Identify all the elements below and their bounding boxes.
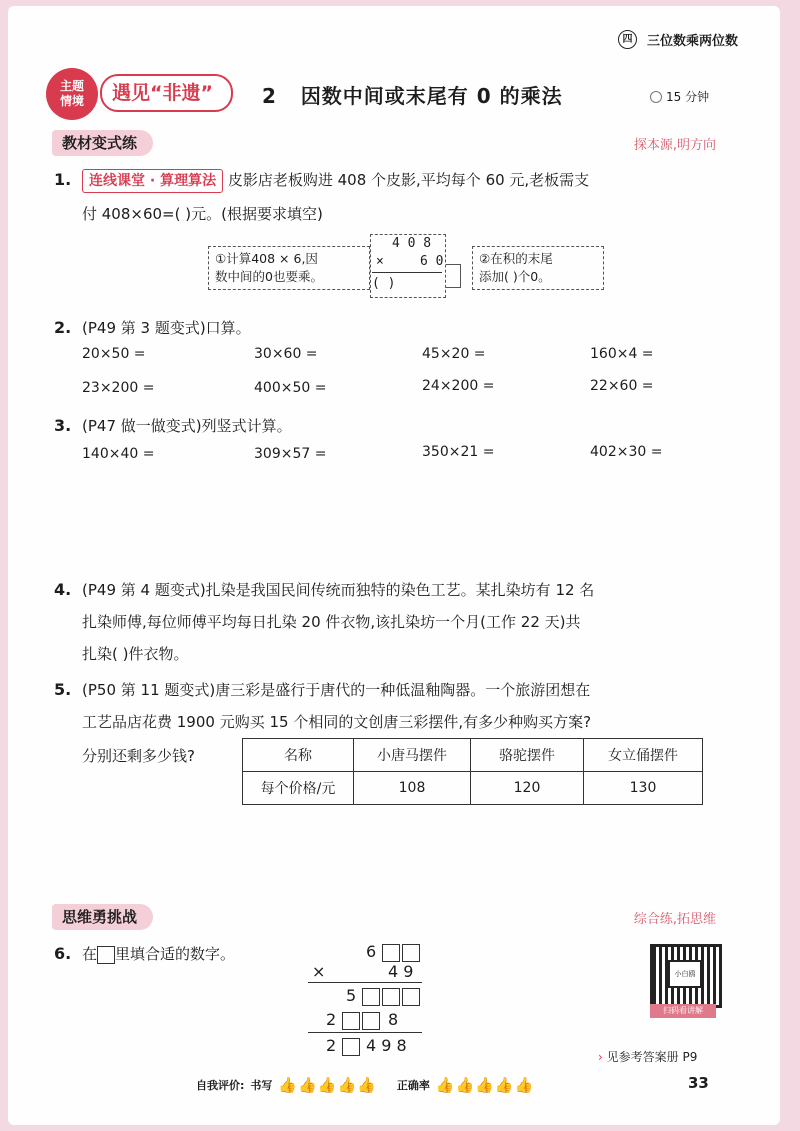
thumb-up-icon[interactable]: 👍 — [435, 1076, 455, 1094]
chevron-right-icon: › — [598, 1050, 603, 1064]
table-cell: 每个价格/元 — [243, 772, 354, 805]
table-header: 骆驼摆件 — [471, 739, 584, 772]
blank-box — [342, 1038, 360, 1056]
q1-v-result: ( ) — [372, 276, 396, 291]
table-header: 小唐马摆件 — [354, 739, 471, 772]
q3-item: 350×21 = — [422, 444, 495, 460]
q2-item: 20×50 = — [82, 346, 146, 362]
thumb-up-icon[interactable]: 👍 — [514, 1076, 534, 1094]
q2-number: 2. — [54, 318, 72, 337]
table-cell: 130 — [584, 772, 703, 805]
q2-item: 400×50 = — [254, 380, 327, 396]
thumb-up-icon[interactable]: 👍 — [494, 1076, 514, 1094]
thumb-up-icon[interactable]: 👍 — [475, 1076, 494, 1094]
q6-text: 在 里填合适的数字。 — [82, 945, 236, 963]
table-header: 名称 — [243, 739, 354, 772]
q3-text: (P47 做一做变式)列竖式计算。 — [82, 417, 292, 435]
qr-caption: 扫码看讲解 — [650, 1004, 716, 1018]
lesson-name: 因数中间或末尾有 0 的乘法 — [300, 84, 563, 108]
topic-badge: 主题 情境 — [46, 68, 98, 120]
self-evaluation: 自我评价: 书写 👍👍👍👍👍 正确率 👍👍👍👍👍 — [196, 1076, 534, 1094]
q1-left-note: ①计算408 × 6,因 数中间的0也要乘。 — [208, 246, 370, 290]
q1-tag: 连线课堂 · 算理算法 — [82, 169, 223, 193]
q6-vertical-calc: 6 × 4 9 5 2 8 2 4 9 8 — [300, 942, 430, 1060]
q1-line2: 付 408×60=( )元。(根据要求填空) — [82, 205, 323, 223]
chapter-number: 四 — [618, 30, 637, 49]
q4-line2: 扎染师傅,每位师傅平均每日扎染 20 件衣物,该扎染坊一个月(工作 22 天)共 — [82, 613, 581, 631]
table-row — [243, 772, 703, 805]
q1-right-note: ②在积的末尾 添加( )个0。 — [472, 246, 604, 290]
table-cell: 120 — [471, 772, 584, 805]
q4-number: 4. — [54, 580, 72, 599]
time-estimate: 15 分钟 — [650, 88, 709, 105]
writing-rating[interactable] — [278, 1076, 376, 1094]
q3-number: 3. — [54, 416, 72, 435]
section-tab-challenge: 思维勇挑战 — [52, 904, 153, 930]
thumb-up-icon[interactable]: 👍 — [317, 1076, 337, 1094]
thumb-up-icon[interactable]: 👍 — [298, 1076, 317, 1094]
q1-arrow — [446, 264, 461, 288]
section-note-textbook: 探本源,明方向 — [633, 138, 716, 153]
thumb-up-icon[interactable]: 👍 — [455, 1076, 475, 1094]
q1-v-mul: × — [376, 254, 384, 269]
blank-box — [362, 1012, 380, 1030]
blank-box — [97, 946, 115, 964]
q1-v-line — [372, 272, 442, 273]
answer-reference: › 见参考答案册 P9 — [598, 1050, 698, 1064]
q2-item: 24×200 = — [422, 378, 495, 394]
q3-item: 309×57 = — [254, 446, 327, 462]
page-number: 33 — [688, 1074, 709, 1092]
lesson-title — [262, 80, 563, 109]
q2-item: 23×200 = — [82, 380, 155, 396]
thumb-up-icon[interactable]: 👍 — [278, 1076, 298, 1094]
qr-center-label: 小白鸥 — [668, 960, 702, 988]
blank-box — [382, 988, 400, 1006]
section-tab-textbook: 教材变式练 — [52, 130, 153, 156]
q1-line1: 连线课堂 · 算理算法 皮影店老板购进 408 个皮影,平均每个 60 元,老板需支 — [82, 166, 589, 194]
q2-text: (P49 第 3 题变式)口算。 — [82, 319, 251, 337]
section-note-challenge: 综合练,拓思维 — [633, 912, 716, 927]
thumb-up-icon[interactable]: 👍 — [357, 1076, 376, 1094]
q2-item: 45×20 = — [422, 346, 486, 362]
q4-line3: 扎染( )件衣物。 — [82, 645, 189, 663]
table-header: 女立俑摆件 — [584, 739, 703, 772]
chapter-title: 三位数乘两位数 — [646, 34, 738, 49]
q6-number: 6. — [54, 944, 72, 963]
q5-number: 5. — [54, 680, 72, 699]
q2-item: 30×60 = — [254, 346, 318, 362]
blank-box — [402, 988, 420, 1006]
q1-v-bottom: 6 0 — [420, 254, 444, 269]
table-row — [243, 739, 703, 772]
q3-item: 140×40 = — [82, 446, 155, 462]
q5-line3: 分别还剩多少钱? — [82, 747, 195, 765]
lesson-number: 2 — [262, 84, 277, 108]
q2-item: 22×60 = — [590, 378, 654, 394]
q5-line2: 工艺品店花费 1900 元购买 15 个相同的文创唐三彩摆件,有多少种购买方案? — [82, 713, 592, 731]
theme-tag: 遇见“非遗” — [100, 74, 233, 112]
thumb-up-icon[interactable]: 👍 — [337, 1076, 357, 1094]
q3-item: 402×30 = — [590, 444, 663, 460]
q2-item: 160×4 = — [590, 346, 654, 362]
chapter-header — [618, 30, 738, 49]
blank-box — [342, 1012, 360, 1030]
q4-line1: (P49 第 4 题变式)扎染是我国民间传统而独特的染色工艺。某扎染坊有 12 名 — [82, 581, 595, 599]
clock-icon — [650, 91, 662, 103]
blank-box — [362, 988, 380, 1006]
q1-v-top: 4 0 8 — [392, 236, 432, 251]
q5-line1: (P50 第 11 题变式)唐三彩是盛行于唐代的一种低温釉陶器。一个旅游团想在 — [82, 681, 591, 699]
accuracy-rating[interactable] — [436, 1076, 534, 1094]
table-cell: 108 — [354, 772, 471, 805]
blank-box — [402, 944, 420, 962]
price-table — [242, 738, 703, 805]
q1-number: 1. — [54, 170, 72, 189]
blank-box — [382, 944, 400, 962]
